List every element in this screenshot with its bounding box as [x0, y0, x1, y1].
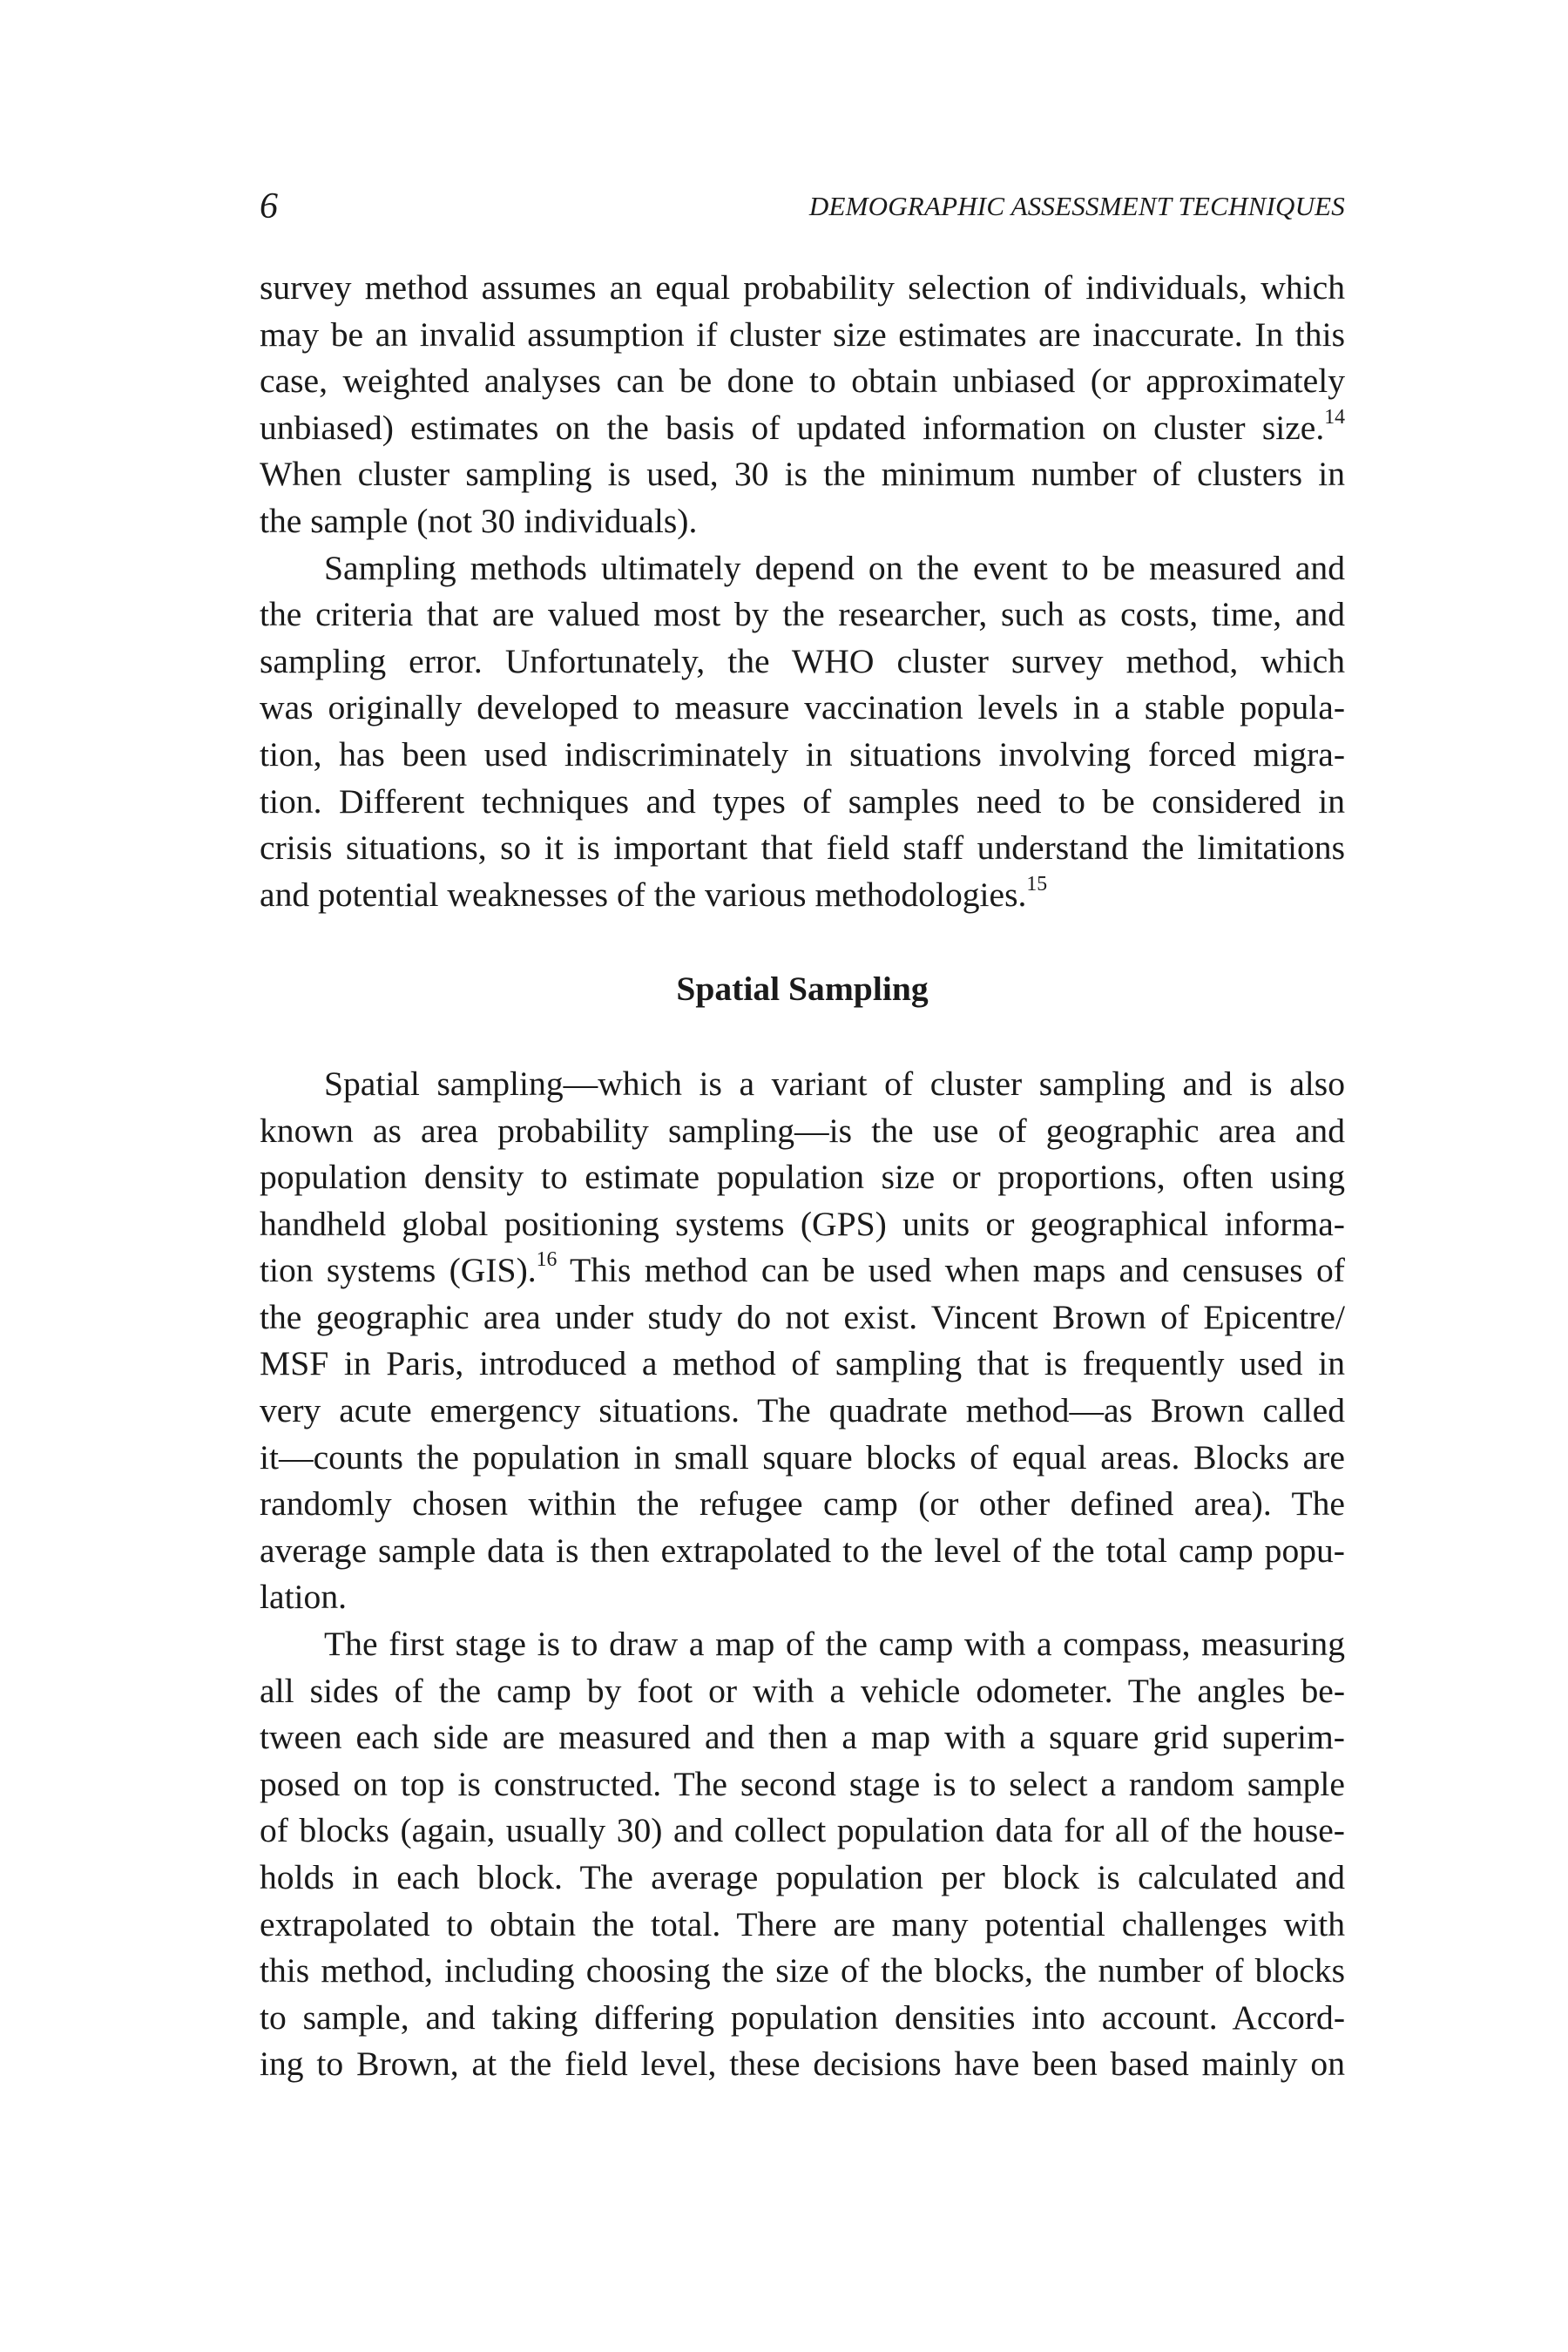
text-line: crisis situations, so it is important that field staff understand the limitations — [260, 828, 1345, 868]
text-line: to sample, and taking differing population densities into account. Accord- — [260, 1997, 1345, 2037]
text-line-content: This method can be used when maps and censuses of — [557, 1251, 1345, 1290]
running-head — [260, 185, 1345, 228]
text-line: tion. Different techniques and types of samples need to be considered in — [260, 781, 1345, 821]
text-line: MSF in Paris, introduced a method of sampling that is frequently used in — [260, 1344, 1345, 1383]
text-line: this method, including choosing the size of the blocks, the number of blocks — [260, 1951, 1345, 1990]
text-line: Spatial sampling—which is a variant of cluster sampling and is also — [324, 1064, 1345, 1103]
text-line: The first stage is to draw a map of the camp with a compass, measuring — [324, 1625, 1345, 1664]
text-line-content: tion systems (GIS). — [260, 1251, 537, 1290]
footnote-reference: 15 — [1026, 872, 1048, 896]
text-line: randomly chosen within the refugee camp (or other defined area). The — [260, 1484, 1345, 1524]
text-line: may be an invalid assumption if cluster size estimates are inaccurate. In this — [260, 314, 1345, 354]
text-line: holds in each block. The average population per block is calculated and — [260, 1858, 1345, 1896]
text-line: was originally developed to measure vaccination levels in a stable popula- — [260, 688, 1345, 727]
text-line: When cluster sampling is used, 30 is the minimum number of clusters in — [260, 455, 1345, 494]
text-line: it—counts the population in small square blocks of equal areas. Blocks are — [260, 1437, 1345, 1477]
text-line: average sample data is then extrapolated to the level of the total camp popu- — [260, 1531, 1345, 1570]
text-line: lation. — [260, 1578, 348, 1617]
footnote-reference: 14 — [1324, 405, 1345, 429]
running-head-title: DEMOGRAPHIC ASSESSMENT TECHNIQUES — [808, 191, 1345, 221]
text-line: sampling error. Unfortunately, the WHO cluster survey method, which — [260, 641, 1345, 680]
text-line: the sample (not 30 individuals). — [260, 501, 698, 540]
text-line: very acute emergency situations. The quadrate method—as Brown called — [260, 1391, 1345, 1430]
text-line: known as area probability sampling—is the use of geographic area and — [260, 1111, 1345, 1150]
text-line: survey method assumes an equal probability selection of individuals, which — [260, 268, 1345, 307]
text-line: tween each side are measured and then a map with a square grid superim- — [260, 1718, 1345, 1757]
text-line: case, weighted analyses can be done to obtain unbiased (or approximately — [260, 362, 1345, 401]
text-line — [260, 1247, 1345, 1294]
footnote-reference: 16 — [536, 1248, 558, 1272]
text-line: posed on top is constructed. The second stage is to select a random sample — [260, 1764, 1345, 1803]
section-heading: Spatial Sampling — [676, 970, 929, 1009]
text-line: handheld global positioning systems (GPS) units or geographical informa- — [260, 1204, 1345, 1243]
text-line: all sides of the camp by foot or with a vehicle odometer. The angles be- — [260, 1671, 1345, 1710]
text-line: population density to estimate population size or proportions, often using — [260, 1158, 1345, 1197]
text-line — [260, 872, 1345, 919]
text-line-content: and potential weaknesses of the various methodologies. — [260, 875, 1027, 914]
text-line: ing to Brown, at the field level, these decisions have been based mainly on — [260, 2044, 1345, 2084]
text-line: of blocks (again, usually 30) and collect population data for all of the house- — [260, 1811, 1345, 1850]
text-line — [260, 405, 1345, 452]
page-number: 6 — [260, 186, 278, 226]
text-line: the geographic area under study do not exist. Vincent Brown of Epicentre/ — [260, 1297, 1345, 1336]
body-text — [260, 265, 1345, 2088]
text-line: extrapolated to obtain the total. There are many potential challenges with — [260, 1904, 1345, 1943]
text-line: tion, has been used indiscriminately in situations involving forced migra- — [260, 734, 1345, 774]
text-line-content: unbiased) estimates on the basis of updated information on cluster size. — [260, 408, 1325, 447]
text-line: Sampling methods ultimately depend on the event to be measured and — [324, 548, 1345, 587]
text-line: the criteria that are valued most by the researcher, such as costs, time, and — [260, 595, 1345, 634]
